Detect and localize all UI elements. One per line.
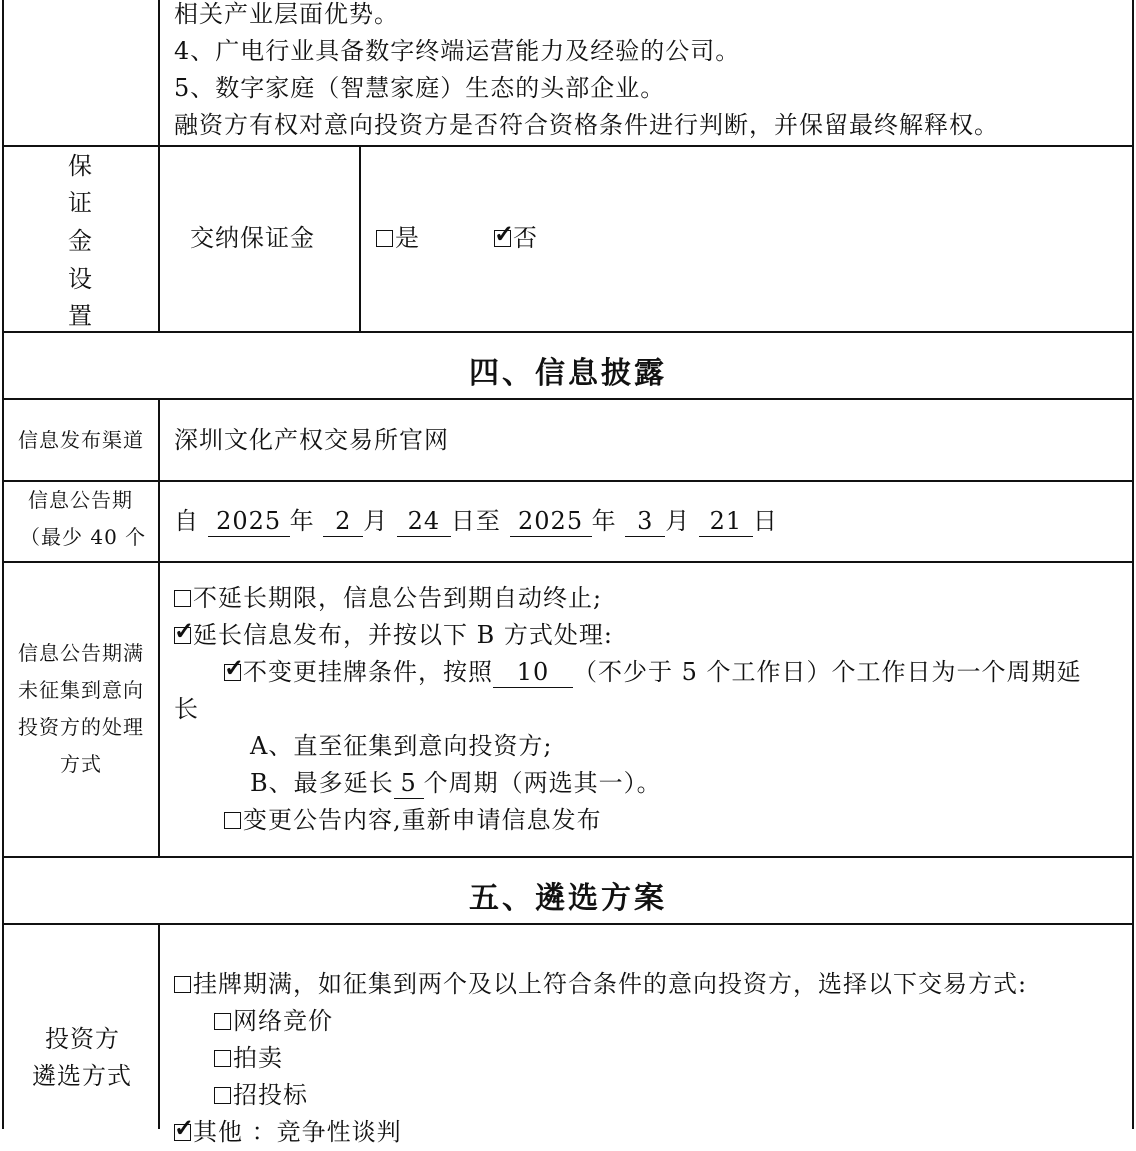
row-line-2 [2,331,1134,333]
row-line-7 [2,923,1134,925]
start-year[interactable]: 2025 [208,506,290,537]
period-label-line-1: 信息公告期 [28,488,133,512]
sub-option-b-label: B、最多延长 [250,769,394,797]
no-extend-checkbox[interactable] [174,590,191,607]
keep-conditions-suffix: （不少于 5 个工作日）个工作日为一个周期延 [573,658,1082,686]
expiry-label-line: 未征集到意向 [18,678,144,702]
end-year[interactable]: 2025 [510,506,592,537]
other-label: 其他 ：竞争性谈判 [193,1118,402,1146]
no-checkbox[interactable] [494,230,511,247]
border-right [1132,0,1134,1129]
change-notice-checkbox[interactable] [224,812,241,829]
sub-option-b [250,765,662,802]
expiry-label-line: 投资方的处理 [18,715,144,739]
deposit-label-char: 保 [68,152,92,180]
auction-label: 拍卖 [233,1044,283,1072]
deposit-yes-option[interactable] [376,220,420,257]
period-from: 自 [174,507,199,535]
extend-label: 延长信息发布，并按以下 B 方式处理: [193,621,613,649]
deposit-label-char: 金 [68,227,92,255]
year-unit: 年 [289,507,315,535]
channel-value: 深圳文化产权交易所官网 [174,426,449,454]
start-month[interactable]: 2 [323,506,363,537]
option-keep-conditions[interactable] [224,654,1082,691]
row-line-5 [2,561,1134,563]
row-line-4 [2,480,1134,482]
section-4-title: 四、信息披露 [469,356,667,391]
section-5-title: 五、遴选方案 [469,881,667,916]
row-line-1 [2,145,1134,147]
option-extend[interactable] [174,617,613,654]
deposit-label-char: 置 [68,302,92,330]
month-unit: 月 [363,507,389,535]
auction-checkbox[interactable] [214,1050,231,1067]
yes-label: 是 [395,224,420,252]
selection-label-line-1: 投资方 [45,1025,120,1053]
expiry-label-line: 信息公告期满 [18,641,144,665]
tender-checkbox[interactable] [214,1087,231,1104]
keep-conditions-wrap: 长 [174,695,199,723]
other-checkbox[interactable] [174,1124,191,1141]
period-label-line-2: （最少 40 个 [20,525,147,549]
yes-checkbox[interactable] [376,230,393,247]
row-line-6 [2,856,1134,858]
method-tender[interactable] [214,1077,308,1114]
deposit-label-char: 设 [68,265,92,293]
qualification-line-3: 5、数字家庭（智慧家庭）生态的头部企业。 [174,74,666,102]
channel-label: 信息发布渠道 [18,428,144,452]
qualification-line-1: 相关产业层面优势。 [174,0,399,28]
expiry-label-line: 方式 [60,752,102,776]
end-day[interactable]: 21 [699,506,753,537]
year-unit: 年 [591,507,617,535]
listing-expiry-label: 挂牌期满，如征集到两个及以上符合条件的意向投资方，选择以下交易方式: [193,970,1028,998]
sub-option-a: A、直至征集到意向投资方; [250,732,553,760]
sub-option-b-suffix: 个周期（两选其一）。 [423,769,662,797]
period-to: 日至 [450,507,501,535]
selection-label-line-2: 遴选方式 [32,1062,132,1090]
cycle-days[interactable]: 10 [493,657,573,688]
change-notice-label: 变更公告内容,重新申请信息发布 [243,806,602,834]
keep-conditions-checkbox[interactable] [224,664,241,681]
option-change-notice[interactable] [224,802,602,839]
online-bidding-label: 网络竞价 [233,1007,333,1035]
option-listing-expiry[interactable] [174,966,1027,1003]
no-label: 否 [513,224,538,252]
period-range [174,503,778,540]
start-day[interactable]: 24 [397,506,451,537]
qualification-line-2: 4、广电行业具备数字终端运营能力及经验的公司。 [174,37,741,65]
day-unit: 日 [752,507,778,535]
method-online-bidding[interactable] [214,1003,333,1040]
method-other[interactable] [174,1114,402,1151]
max-cycles[interactable]: 5 [394,768,424,799]
col-divider-sec4 [158,399,160,857]
col-divider-deposit [359,146,361,332]
end-month[interactable]: 3 [625,506,665,537]
col-divider-sec5 [158,924,160,1129]
deposit-item-label: 交纳保证金 [190,224,315,252]
month-unit: 月 [665,507,691,535]
no-extend-label: 不延长期限，信息公告到期自动终止; [193,584,603,612]
deposit-no-option[interactable] [494,220,538,257]
qualification-line-4: 融资方有权对意向投资方是否符合资格条件进行判断，并保留最终解释权。 [174,111,999,139]
extend-checkbox[interactable] [174,627,191,644]
method-auction[interactable] [214,1040,283,1077]
listing-expiry-checkbox[interactable] [174,976,191,993]
tender-label: 招投标 [233,1081,308,1109]
deposit-label-char: 证 [68,189,92,217]
row-line-3 [2,398,1134,400]
option-no-extend[interactable] [174,580,602,617]
keep-conditions-label: 不变更挂牌条件，按照 [243,658,493,686]
online-bidding-checkbox[interactable] [214,1013,231,1030]
